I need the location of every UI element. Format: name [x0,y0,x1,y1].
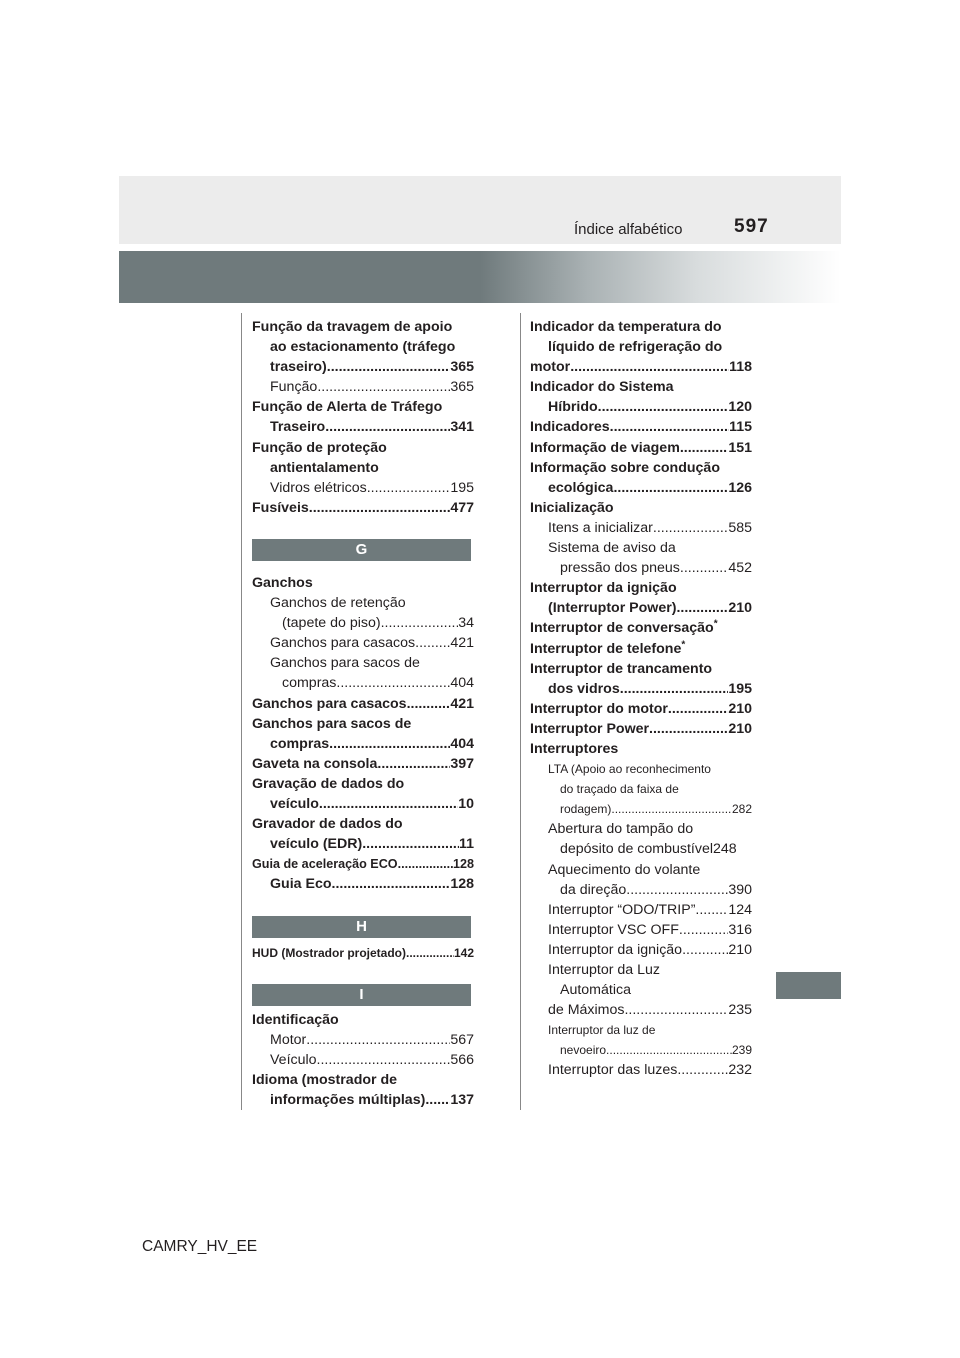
index-subentry: Veículo ..... 566 [252,1050,474,1070]
page-ref[interactable]: 124 [728,901,752,918]
page-ref[interactable]: 404 [450,675,474,692]
index-entry: Fusíveis ..... 477 [252,498,474,518]
page-ref[interactable]: 195 [728,680,752,697]
index-subentry: Aquecimento do volante da direção ..... 390 [530,860,752,900]
index-subentry: Abertura do tampão do depósito de combustível 248 [530,819,752,859]
index-entry: Interruptor da ignição (Interruptor Power) ..... 210 [530,578,752,618]
section-thumb-tab [776,972,841,999]
page-ref[interactable]: 210 [728,600,752,617]
index-entry: HUD (Mostrador projetado) ..... 142 [252,943,474,963]
index-subentry: Vidros elétricos ..... 195 [252,478,474,498]
page-ref[interactable]: 341 [450,419,474,436]
page-ref[interactable]: 421 [450,635,474,652]
page-ref[interactable]: 566 [450,1051,474,1068]
page-ref[interactable]: 210 [728,720,752,737]
footnote-asterisk: * [713,618,718,630]
page-ref[interactable]: 210 [728,700,752,717]
index-entry: Gaveta na consola ..... 397 [252,754,474,774]
index-subentry: Guia Eco ..... 128 [252,874,474,894]
letter-header-i: I [252,984,471,1006]
footnote-asterisk: * [681,638,686,650]
page-ref[interactable]: 151 [728,439,752,456]
letter-header-h: H [252,916,471,938]
page-ref[interactable]: 404 [450,735,474,752]
page-ref[interactable]: 316 [728,921,752,938]
index-entry: Ganchos [252,574,313,591]
index-entry: Interruptor Power ..... 210 [530,719,752,739]
index-subentry: Interruptor da luz de nevoeiro ..... 239 [530,1020,752,1060]
index-subentry: Motor ..... 567 [252,1030,474,1050]
header-gradient-bar [119,251,841,303]
page-ref[interactable]: 11 [459,836,474,853]
page-ref[interactable]: 365 [450,359,474,376]
index-entry: Indicador do Sistema Híbrido ..... 120 [530,377,752,417]
index-column-1 [252,317,474,1110]
index-subentry: Interruptor das luzes ..... 232 [530,1060,752,1080]
index-entry: Interruptor de telefone* [530,638,686,657]
index-subentry: LTA (Apoio ao reconhecimento do traçado da faixa de rodagem) ..... 282 [530,759,752,819]
index-subentry: Ganchos de retenção (tapete do piso) ..... 34 [252,593,474,633]
page-ref[interactable]: 34 [458,615,474,632]
page-ref[interactable]: 239 [731,1043,752,1058]
page-ref[interactable]: 282 [731,802,752,817]
model-code: CAMRY_HV_EE [142,1238,258,1255]
page-ref[interactable]: 567 [450,1031,474,1048]
page-ref[interactable]: 235 [728,1002,752,1019]
index-subentry: Interruptor “ODO/TRIP” ..... 124 [530,900,752,920]
index-entry: Interruptores [530,740,619,757]
index-subentry: Ganchos para casacos ..... 421 [252,633,474,653]
index-entry: Idioma (mostrador de informações múltiplas) ..... 137 [252,1070,474,1110]
index-entry: Inicialização [530,499,614,516]
page-ref[interactable]: 365 [450,379,474,396]
index-subentry: Função ..... 365 [252,377,474,397]
section-title: Índice alfabético [574,221,683,238]
index-entry: Interruptor de conversação* [530,618,718,637]
page-ref[interactable]: 210 [728,941,752,958]
index-entry: Guia de aceleração ECO ..... 128 [252,854,474,874]
page-ref[interactable]: 126 [728,479,752,496]
index-entry: Indicador da temperatura do líquido de refrigeração do motor ..... 118 [530,317,752,377]
index-subentry: Sistema de aviso da pressão dos pneus ..... 452 [530,538,752,578]
page-ref[interactable]: 115 [729,419,752,436]
index-entry: Identificação [252,1011,339,1028]
page-ref[interactable]: 421 [450,695,474,712]
index-entry: Gravador de dados do veículo (EDR) ..... 11 [252,814,474,854]
index-subentry: Ganchos para sacos de compras ..... 404 [252,653,474,693]
index-entry: Gravação de dados do veículo ..... 10 [252,774,474,814]
index-subentry: Interruptor da Luz Automática de Máximos ..... 235 [530,960,752,1020]
header-band [119,176,841,244]
page-ref[interactable]: 120 [728,399,752,416]
page-ref[interactable]: 128 [450,876,474,893]
letter-header-g: G [252,539,471,561]
page-ref[interactable]: 390 [728,881,752,898]
column-rule-left [241,313,242,1110]
index-subentry: Interruptor da ignição ..... 210 [530,940,752,960]
index-subentry: Itens a inicializar ..... 585 [530,518,752,538]
index-entry: Ganchos para sacos de compras ..... 404 [252,714,474,754]
index-entry: Função de Alerta de Tráfego Traseiro ..... 341 [252,397,474,437]
page-ref[interactable]: 10 [458,795,474,812]
index-entry: Informação de viagem ..... 151 [530,438,752,458]
index-subentry: Interruptor VSC OFF ..... 316 [530,920,752,940]
index-entry: Função de proteção antientalamento [252,439,387,476]
index-entry: Função da travagem de apoio ao estacionamento (tráfego traseiro) ..... 365 [252,317,474,377]
index-entry: Informação sobre condução ecológica ..... 126 [530,458,752,498]
column-rule-middle [520,313,521,1110]
page-ref[interactable]: 248 [713,841,737,858]
page-ref[interactable]: 142 [453,946,474,961]
index-column-2 [530,317,752,1081]
page-ref[interactable]: 452 [728,560,752,577]
page-ref[interactable]: 137 [450,1091,474,1108]
page-ref[interactable]: 195 [450,479,474,496]
page-number: 597 [734,216,769,237]
index-entry: Interruptor de trancamento dos vidros ..... 195 [530,659,752,699]
page-ref[interactable]: 118 [729,359,752,376]
page-ref[interactable]: 232 [728,1062,752,1079]
index-entry: Interruptor do motor ..... 210 [530,699,752,719]
page-ref[interactable]: 128 [452,857,474,872]
page-ref[interactable]: 477 [450,499,474,516]
index-entry: Indicadores ..... 115 [530,417,752,437]
index-entry: Ganchos para casacos ..... 421 [252,694,474,714]
page-ref[interactable]: 397 [450,755,474,772]
page-ref[interactable]: 585 [728,519,752,536]
